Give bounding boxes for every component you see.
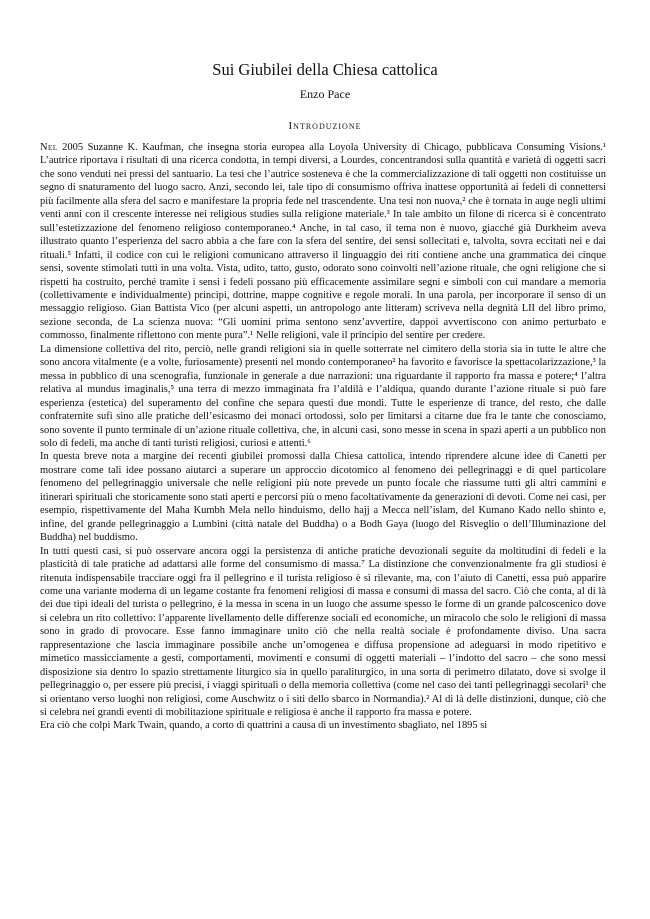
paragraph-1	[40, 141, 610, 343]
paragraph-text: Era ciò che colpì Mark Twain, quando, a corto di quattrini a causa di un investimento sbagliato, nel 1895 si	[40, 720, 488, 732]
paragraph-text: In questa breve nota a margine dei recenti giubilei promossi dalla Chiesa cattolica, intendo riprendere alcune idee di Canetti per mostrare come tali idee possano aiutarci a superare un approccio dicotomico al fenomeno dei pellegrinaggi e di quel particolare fenomeno del pellegrinaggio universale che nelle religioni più note prevede un punto focale che riassume tutti gli altri cammini e itinerari spirituali che storicamente sono stati aperti e percorsi più o meno facoltativamente da generazioni di devoti. Come nei casi, per esempio, rispettivamente del Maha Kumbh Mela nello hinduismo, dello hajj a Mecca nell’islam, del Kumano Kado nello shinto e, infine, del grande pellegrinaggio a Lumbini (città natale del Buddha) o a Bodh Gaya (luogo del Risveglio o dell’Illuminazione del Buddha) nel buddismo.	[40, 451, 606, 544]
paragraph-text: In tutti questi casi, si può osservare ancora oggi la persistenza di antiche pratiche devozionali seguite da moltitudini di fedeli e la plasticità di tale pratiche ad adattarsi alle forme del consumismo di massa.⁷ La distinzione che convenzionalmente fra gli studiosi è ritenuta indispensabile tracciare oggi fra il pellegrino e il turista religioso è sì rilevante, ma, con l’aiuto di Canetti, essa può apparire come una variante moderna di un legame costante fra fenomeni religiosi di massa e consumi di massa del sacro. Ciò che conta, al di là dei due tipi ideali del turista o pellegrino, è la messa in scena in un luogo che assume spesso le forme di un grande palcoscenico dove si celebra un rito collettivo: l’apparente livellamento delle differenze sociali ed economiche, un miracolo che solo le religioni di massa sono in grado di provocare. Esse fanno immaginare unito ciò che nella realtà sociale è profondamente diviso. Una sacra rappresentazione che lascia immaginare possibile anche un’omogenea e diffusa propensione ad adeguarsi in modo ripetitivo e mimetico massicciamente a gesti, comportamenti, movimenti e consumi di oggetti materiali – l’indotto del sacro – che sono messi disposizione sia dentro lo spazio strettamente liturgico sia in quello paraliturgico, in una sorta di perimetro dilatato, dove si svolge il pellegrinaggio o, per essere più precisi, i viaggi spirituali o della memoria collettiva (come nel caso dei tanti pellegrinaggi secolari¹ che si orientano verso luoghi non religiosi, come Auschwitz o i siti dello sbarco in Normandia).² Al di là delle distinzioni, dunque, ciò che si celebra nei grandi eventi di mobilitazione spirituale e religiosa è anche il rapporto fra massa e potere.	[40, 545, 606, 719]
document-title: Sui Giubilei della Chiesa cattolica	[212, 60, 438, 79]
paragraph-3	[40, 450, 610, 544]
paragraph-2	[40, 343, 610, 451]
paragraph-text: 2005 Suzanne K. Kaufman, che insegna storia europea alla Loyola University di Chicago, pubblicava Consuming Visions.¹ L’autrice riportava i risultati di una ricerca condotta, in tempi diversi, a Lourdes, concentrandosi sulla quantità e varietà di oggetti sacri che sono venduti nei pressi del santuario. La tesi che l’autrice sosteneva è che la commercializzazione di tali oggetti non costituisse un segno di snaturamento del luogo sacro. Anzi, secondo lei, tale tipo di consumismo offriva inattese opportunità ai fedeli di connettersi più facilmente alla sfera del sacro e manifestare la propria fede nel trascendente. Una tesi non nuova,² che è tornata in auge negli ultimi venti anni con il crescente interesse nei religious studies sulla religione materiale.³ In tale ambito un filone di ricerca si è concentrato sull’estetizzazione del fenomeno religioso contemporaneo.⁴ Anche, in tal caso, il tema non è nuovo, giacché già Durkheim aveva illustrato quanto l’esperienza del sacro abbia a che fare con la sfera del sentire, dei sensi sollecitati e, talvolta, sovra eccitati nei e dai rituali.⁵ Infatti, il codice con cui le religioni comunicano attraverso il linguaggio dei riti contiene anche una grammatica dei cinque sensi, sovente stimolati tutti in una volta. Vista, udito, tatto, gusto, odorato sono coinvolti nell’azione rituale, che ogni religione che si rispetti ha costruito, perché tramite i sensi i fedeli possano più efficacemente assimilare segni e simboli con cui mandare a memoria (collettivamente e individualmente) principi, dottrine, mappe cognitive e regole morali. In una parola, per incorporare il senso di un messaggio religioso. Gian Battista Vico (per alcuni aspetti, un antropologo ante litteram) scriveva nella degnità LII del libro primo, sezione seconda, de La scienza nuova: “Gli uomini prima sentono senz’avvertire, dappoi avvertiscono con animo perturbato e commosso, finalmente riflettono con mente pura”.¹ Nelle religioni, vale il principio del sentire per credere.	[40, 142, 606, 342]
paragraph-5	[40, 719, 610, 732]
paragraph-lead-word: Nel	[40, 142, 58, 153]
section-heading: Introduzione	[288, 120, 362, 132]
author-name: Enzo Pace	[299, 87, 351, 101]
paragraph-4	[40, 545, 610, 720]
paragraph-text: La dimensione collettiva del rito, perciò, nelle grandi religioni sia in quelle sotterrate nel cimitero della storia sia in tutte le altre che sono ancora vitalmente (e a volte, furiosamente) presenti nel mondo contemporaneo² ha favorito e favorisce la spettacolarizzazione,³ la messa in pubblico di una scenografia, funzionale in generale a due narrazioni: una riguardante il rapporto fra massa e potere;⁴ l’altra relativa al mundus imaginalis,⁵ una terra di mezzo immaginata fra l’aldilà e l’aldiqua, quando durante l’azione rituale si può fare esperienza (estetica) del superamento del confine che separa questi due mondi. Tutte le esperienze di trance, del resto, che dalle confraternite sufi sino alle pratiche dell’esicasmo dei monaci ortodossi, solo per limitarsi a citarne due fra le tante che conosciamo, sono sovente il punto terminale di un’azione rituale collettiva, che, in alcuni casi, sono messe in scena in spazi aperti a un pubblico non solo di fedeli, ma anche di tanti turisti religiosi, curiosi e attenti.⁶	[40, 343, 606, 449]
